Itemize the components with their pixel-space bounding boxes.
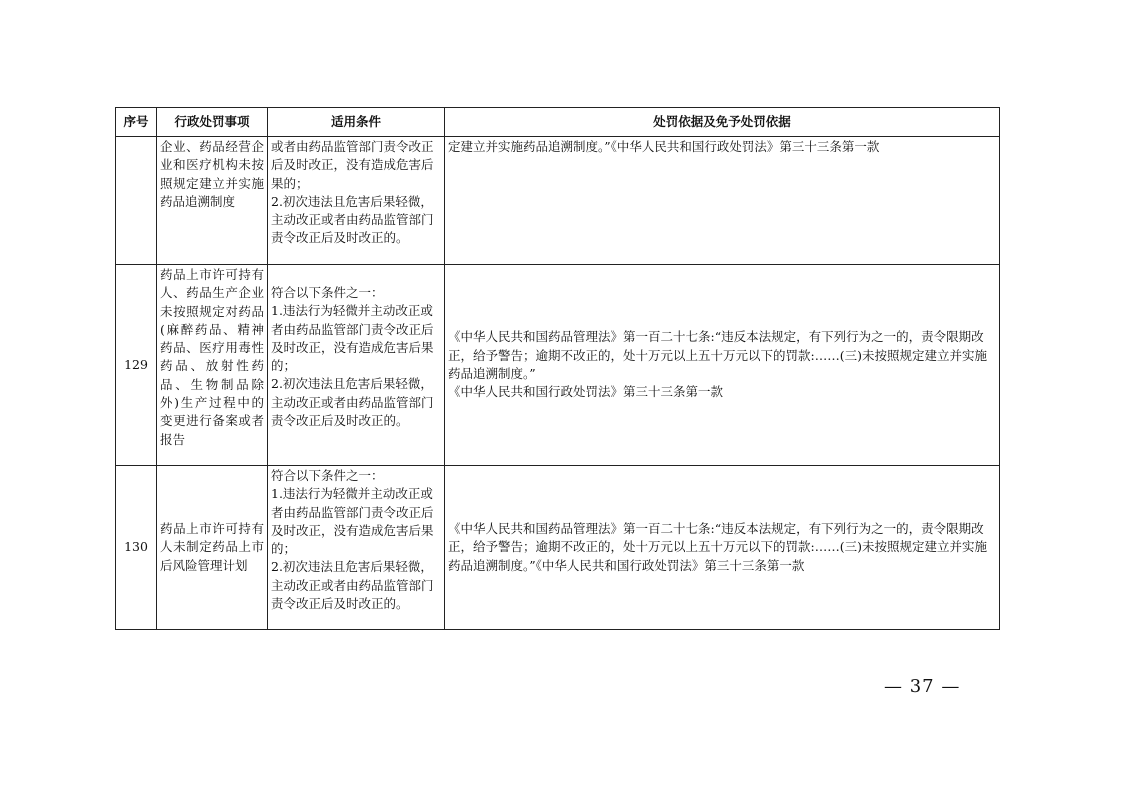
basis-line: 《中华人民共和国药品管理法》第一百二十七条:“违反本法规定，有下列行为之一的，责令限期改正，给予警告；逾期不改正的，处十万元以上五十万元以下的罚款:……(三)未按照规定建立并实施药品追溯制度。”《中华人民共和国行政处罚法》第三十三条第一款 — [448, 521, 987, 573]
condition-line: 2.初次违法且危害后果轻微，主动改正或者由药品监管部门责令改正后及时改正的。 — [271, 193, 434, 246]
header-conditions: 适用条件 — [268, 108, 445, 137]
condition-line: 符合以下条件之一： — [271, 285, 384, 300]
table-header-row — [116, 108, 1000, 137]
condition-line: 1.违法行为轻微并主动改正或者由药品监管部门责令改正后及时改正，没有造成危害后果的； — [271, 486, 434, 557]
header-item: 行政处罚事项 — [157, 108, 268, 137]
row-number: 129 — [116, 265, 157, 466]
condition-line: 或者由药品监管部门责令改正后及时改正，没有造成危害后果的； — [271, 139, 434, 191]
table-row — [116, 466, 1000, 630]
condition-line: 2.初次违法且危害后果轻微，主动改正或者由药品监管部门责令改正后及时改正的。 — [271, 376, 434, 429]
row-conditions — [268, 466, 445, 630]
row-item: 企业、药品经营企业和医疗机构未按照规定建立并实施药品追溯制度 — [157, 137, 268, 265]
penalty-table — [115, 107, 1000, 630]
table-row — [116, 137, 1000, 265]
condition-line: 2.初次违法且危害后果轻微，主动改正或者由药品监管部门责令改正后及时改正的。 — [271, 559, 434, 612]
header-basis: 处罚依据及免予处罚依据 — [445, 108, 1000, 137]
condition-line: 1.违法行为轻微并主动改正或者由药品监管部门责令改正后及时改正，没有造成危害后果的； — [271, 303, 434, 374]
row-conditions — [268, 137, 445, 265]
basis-line: 《中华人民共和国行政处罚法》第三十三条第一款 — [448, 384, 724, 400]
basis-line: 《中华人民共和国药品管理法》第一百二十七条:“违反本法规定，有下列行为之一的，责令限期改正，给予警告；逾期不改正的，处十万元以上五十万元以下的罚款:……(三)未按照规定建立并实施药品追溯制度。” — [448, 329, 987, 381]
row-basis — [445, 265, 1000, 466]
header-seq: 序号 — [116, 108, 157, 137]
row-item: 药品上市许可持有人未制定药品上市后风险管理计划 — [157, 466, 268, 630]
condition-line: 符合以下条件之一： — [271, 468, 384, 483]
row-conditions — [268, 265, 445, 466]
row-basis — [445, 466, 1000, 630]
row-basis — [445, 137, 1000, 265]
row-item: 药品上市许可持有人、药品生产企业未按照规定对药品(麻醉药品、精神药品、医疗用毒性药品、放射性药品、生物制品除外)生产过程中的变更进行备案或者报告 — [157, 265, 268, 466]
row-number — [116, 137, 157, 265]
row-number: 130 — [116, 466, 157, 630]
basis-line: 定建立并实施药品追溯制度。”《中华人民共和国行政处罚法》第三十三条第一款 — [448, 139, 880, 154]
table-row — [116, 265, 1000, 466]
page-number: — 37 — — [884, 676, 961, 697]
